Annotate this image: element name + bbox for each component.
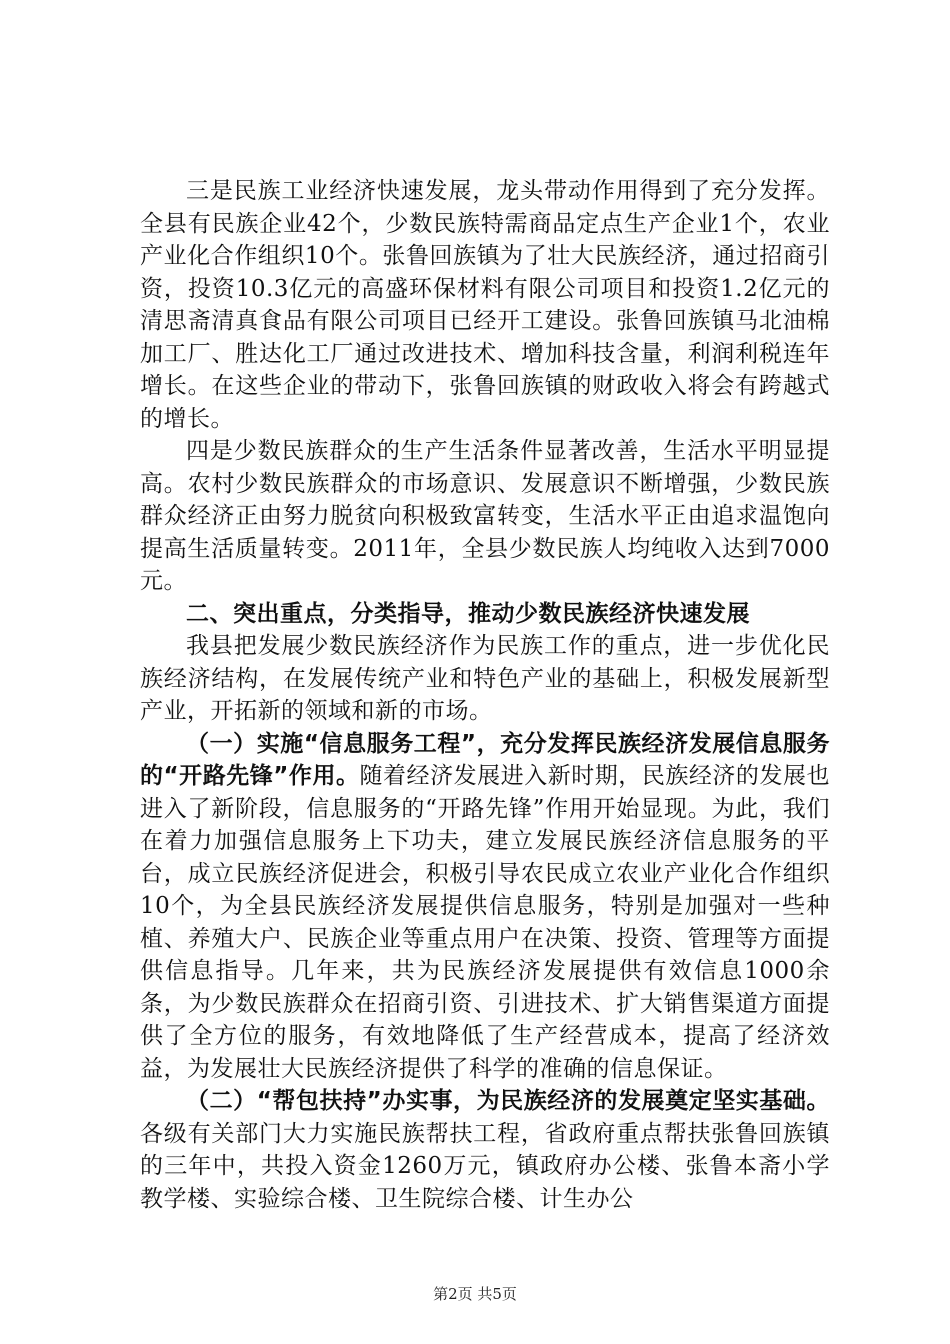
paragraph-info-service xyxy=(140,728,830,1086)
paragraph-section-intro: 我县把发展少数民族经济作为民族工作的重点，进一步优化民族经济结构，在发展传统产业和特色产业的基础上，积极发展新型产业，开拓新的领域和新的市场。 xyxy=(140,633,830,724)
paragraph-info-service-body: 随着经济发展进入新时期，民族经济的发展也进入了新阶段，信息服务的“开路先锋”作用开始显现。为此，我们在着力加强信息服务上下功夫，建立发展民族经济信息服务的平台，成立民族经济促进会，积极引导农民成立农业产业化合作组织10个，为全县民族经济发展提供信息服务，特别是加强对一些种植、养殖大户、民族企业等重点用户在决策、投资、管理等方面提供信息指导。几年来，共为民族经济发展提供有效信息1000余条，为少数民族群众在招商引资、引进技术、扩大销售渠道方面提供了全方位的服务，有效地降低了生产经营成本，提高了经济效益，为发展壮大民族经济提供了科学的准确的信息保证。 xyxy=(140,763,831,1082)
subheading-assistance: （二）“帮包扶持”办实事，为民族经济的发展奠定坚实基础。 xyxy=(186,1088,830,1114)
paragraph-industry: 三是民族工业经济快速发展，龙头带动作用得到了充分发挥。全县有民族企业42个，少数民族特需商品定点生产企业1个，农业产业化合作组织10个。张鲁回族镇为了壮大民族经济，通过招商引资，投资10.3亿元的高盛环保材料有限公司项目和投资1.2亿元的清思斋清真食品有限公司项目已经开工建设。张鲁回族镇马北油棉加工厂、胜达化工厂通过改进技术、增加科技含量，利润利税连年增长。在这些企业的带动下，张鲁回族镇的财政收入将会有跨越式的增长。 xyxy=(140,178,830,432)
paragraph-assistance xyxy=(140,1085,830,1215)
paragraph-living-conditions: 四是少数民族群众的生产生活条件显著改善，生活水平明显提高。农村少数民族群众的市场意识、发展意识不断增强，少数民族群众经济正由努力脱贫向积极致富转变，生活水平正由追求温饱向提高生活质量转变。2011年，全县少数民族人均纯收入达到7000元。 xyxy=(140,438,830,594)
subheading-info-service: （一）实施“信息服务工程”，充分发挥民族经济发展信息服务的“开路先锋”作用。 xyxy=(140,730,830,789)
paragraph-assistance-body: 各级有关部门大力实施民族帮扶工程，省政府重点帮扶张鲁回族镇的三年中，共投入资金1260万元，镇政府办公楼、张鲁本斋小学教学楼、实验综合楼、卫生院综合楼、计生办公 xyxy=(140,1120,830,1212)
document-body xyxy=(140,175,830,1215)
section-heading-2: 二、突出重点，分类指导，推动少数民族经济快速发展 xyxy=(186,600,750,627)
page-footer: 第2页 共5页 xyxy=(433,1285,517,1303)
